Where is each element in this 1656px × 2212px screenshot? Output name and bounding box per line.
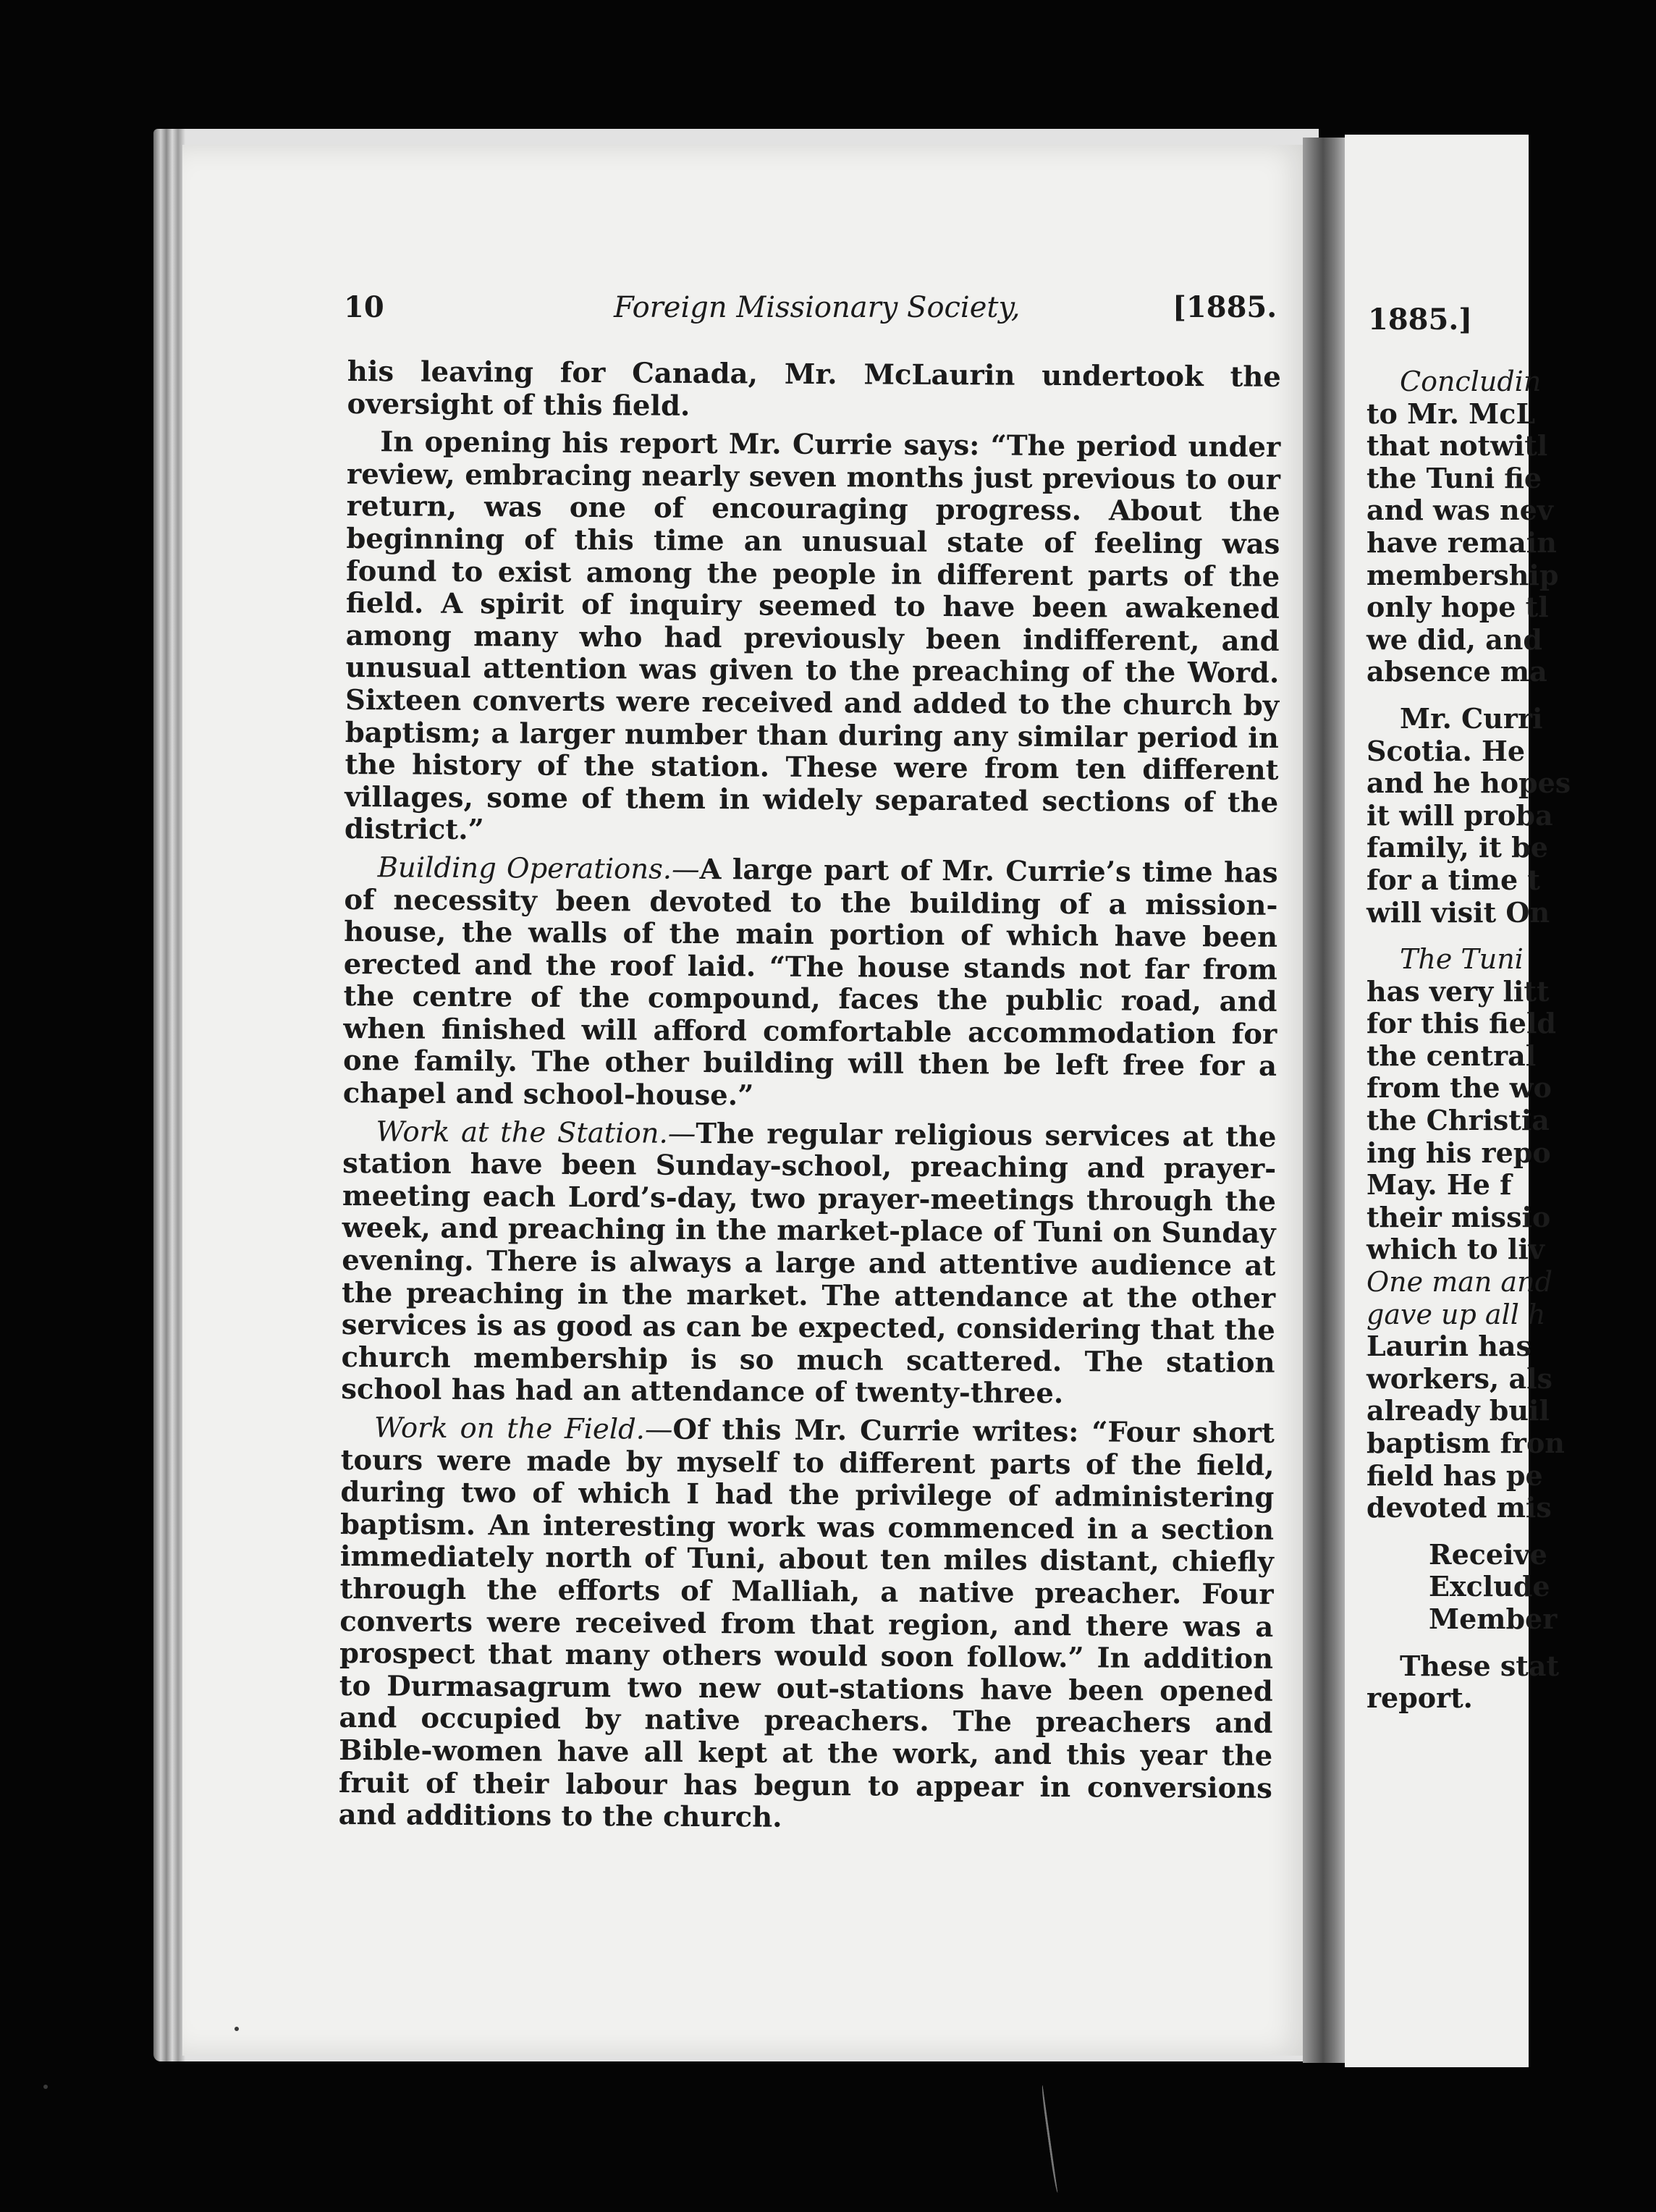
right-line: their missio	[1366, 1200, 1551, 1233]
work-on-field-text: Of this Mr. Currie writes: “Four short tours were made by myself to different parts of the field, during two of which I had the privilege of administering baptism. An interesting work was commenced in a section immediately north of Tuni, about ten miles distant, chiefly through the efforts of Malliah, a native preacher. Four converts were received from that region, and there was a prospect that many others would soon follow.” In addition to Durmasagrum two new out-stations have been opened and occupied by native preachers. The preachers and Bible-women have all kept at the work, and this year the fruit of their labour has begun to appear in conversions and additions to the church.	[338, 1413, 1275, 1834]
right-line: have remain	[1366, 525, 1557, 559]
right-line: These stat	[1400, 1649, 1560, 1682]
right-line: family, it be	[1366, 831, 1548, 864]
paragraph-report-intro: In opening his report Mr. Currie says: “The period under review, embracing nearly seven months just previous to our return, was one of encouraging progress. About the beginning of this time an unusual state of feeling was found to exist among the people in different parts of the field. A spirit of inquiry seemed to have been awakened among many who had previously been indifferent, and unusual attention was given to the preaching of the Word. Sixteen converts were received and added to the church by baptism; a larger number than during any similar period in the history of the station. These were from ten different villages, some of them in widely separated sections of the district.”	[344, 426, 1281, 847]
right-page-column	[1366, 366, 1656, 1715]
right-line: baptism fron	[1366, 1427, 1565, 1459]
right-line: for this field	[1366, 1007, 1556, 1040]
right-line: May. He f	[1366, 1168, 1512, 1202]
paragraph-work-at-station	[341, 1116, 1276, 1412]
paragraph-building-operations	[343, 852, 1278, 1116]
heading-work-at-station: Work at the Station.—	[376, 1115, 696, 1150]
right-line: for a time t	[1366, 863, 1540, 896]
right-line: Exclude	[1429, 1570, 1550, 1603]
left-page-body	[338, 356, 1280, 1844]
right-line: we did, and	[1366, 622, 1542, 656]
right-line: Concludin	[1400, 366, 1542, 397]
right-line: will visit On	[1366, 895, 1550, 929]
right-line: One man and	[1366, 1266, 1552, 1299]
book-gutter	[1303, 138, 1348, 2063]
paragraph-continuation: his leaving for Canada, Mr. McLaurin undertook the oversight of this field.	[347, 355, 1281, 423]
right-header-year: 1885.]	[1368, 303, 1473, 337]
heading-building-operations: Building Operations.—	[377, 851, 700, 886]
work-at-station-text: The regular religious services at the station have been Sunday-school, preaching and prayer-meeting each Lord’s-day, two prayer-meetings through the week, and preaching in the market-place of Tuni on Sunday evening. There is always a large and attentive audience at the preaching in the market. The attendance at the other services is as good as can be expected, considering that the church membership is so much scattered. The station school has had an attendance of twenty-three.	[341, 1117, 1277, 1411]
right-line: absence ma	[1366, 655, 1547, 688]
building-operations-text: A large part of Mr. Currie’s time has of necessity been devoted to the building of a mission-house, the walls of the main portion of which have been erected and the roof laid. “The house stands not far from the centre of the compound, faces the public road, and when finished will afford comfortable accommodation for one family. The other building will then be left free for a chapel and school-house.”	[342, 853, 1278, 1113]
right-line: already buil	[1366, 1394, 1550, 1427]
paragraph-work-on-field	[339, 1412, 1275, 1838]
right-line: the central	[1366, 1039, 1537, 1072]
page-number: 10	[344, 290, 384, 324]
right-line: it will proba	[1366, 798, 1553, 832]
right-line: that notwitl	[1366, 429, 1548, 463]
right-line: Scotia. He	[1366, 734, 1526, 767]
running-title: Foreign Missionary Society,	[614, 291, 1021, 324]
right-line: ing his repo	[1366, 1136, 1551, 1169]
right-line: and was nev	[1366, 494, 1553, 527]
right-line: which to liv	[1366, 1233, 1545, 1266]
scan-scratch	[1041, 2085, 1061, 2193]
right-line: The Tuni	[1400, 943, 1524, 976]
right-line: membership	[1366, 558, 1559, 591]
heading-work-on-field: Work on the Field.—	[373, 1411, 673, 1446]
right-line: Member	[1429, 1602, 1558, 1635]
right-line: field has pe	[1366, 1459, 1543, 1492]
scan-speck	[235, 2027, 239, 2031]
right-line: Laurin has	[1366, 1330, 1532, 1363]
header-year: [1885.	[1173, 290, 1277, 324]
right-line: from the wo	[1366, 1071, 1552, 1105]
right-line: workers, als	[1366, 1362, 1552, 1395]
right-line: devoted mis	[1366, 1491, 1552, 1524]
right-line: only hope tl	[1366, 591, 1549, 624]
right-line: has very litt	[1366, 974, 1550, 1008]
right-line: the Tuni fie	[1366, 461, 1542, 494]
right-line: the Christia	[1366, 1104, 1550, 1137]
right-line: gave up all h	[1366, 1298, 1546, 1330]
right-line: Mr. Curri	[1400, 701, 1543, 735]
right-line: and he hopes	[1366, 767, 1571, 800]
right-line: report.	[1366, 1681, 1473, 1715]
right-line: to Mr. McL	[1366, 397, 1536, 430]
right-line: Receive	[1429, 1537, 1547, 1571]
scan-speck	[43, 2085, 48, 2089]
